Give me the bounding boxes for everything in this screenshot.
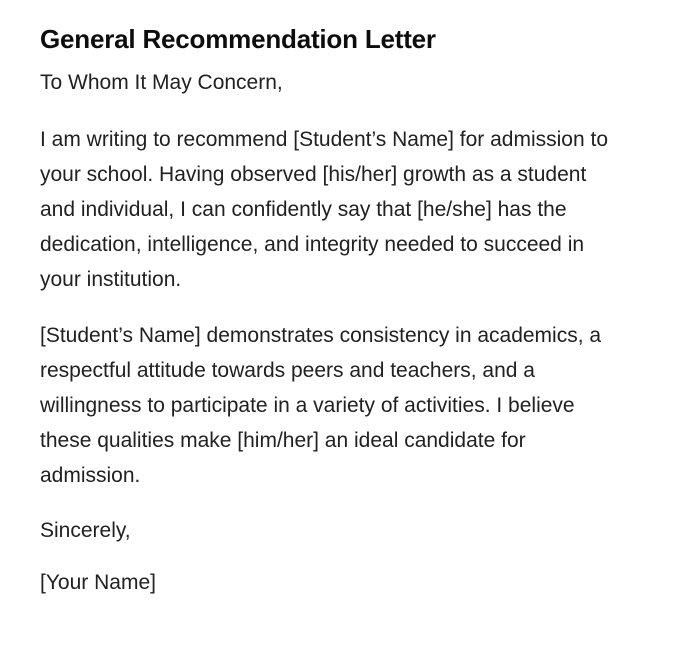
letter-line: respectful attitude towards peers and teachers, and a [40,359,535,382]
letter-paragraph-1 [40,122,660,297]
letter-salutation: To Whom It May Concern, [40,71,283,94]
letter-signature-placeholder: [Your Name] [40,571,156,594]
letter-line: your school. Having observed [his/her] growth as a student [40,163,587,186]
letter-title: General Recommendation Letter [40,24,436,54]
letter-paragraph-2 [40,318,660,493]
letter-line: these qualities make [him/her] an ideal candidate for [40,429,526,452]
letter-line: admission. [40,464,141,487]
letter-line: willingness to participate in a variety of activities. I believe [40,394,575,417]
letter-line: I am writing to recommend [Student’s Name] for admission to [40,128,609,151]
letter-line: dedication, intelligence, and integrity needed to succeed in [40,233,585,256]
letter-closing: Sincerely, [40,519,131,542]
letter-line: and individual, I can confidently say that [he/she] has the [40,198,567,221]
letter-line: your institution. [40,268,182,291]
letter-line: [Student’s Name] demonstrates consistency in academics, a [40,324,602,347]
